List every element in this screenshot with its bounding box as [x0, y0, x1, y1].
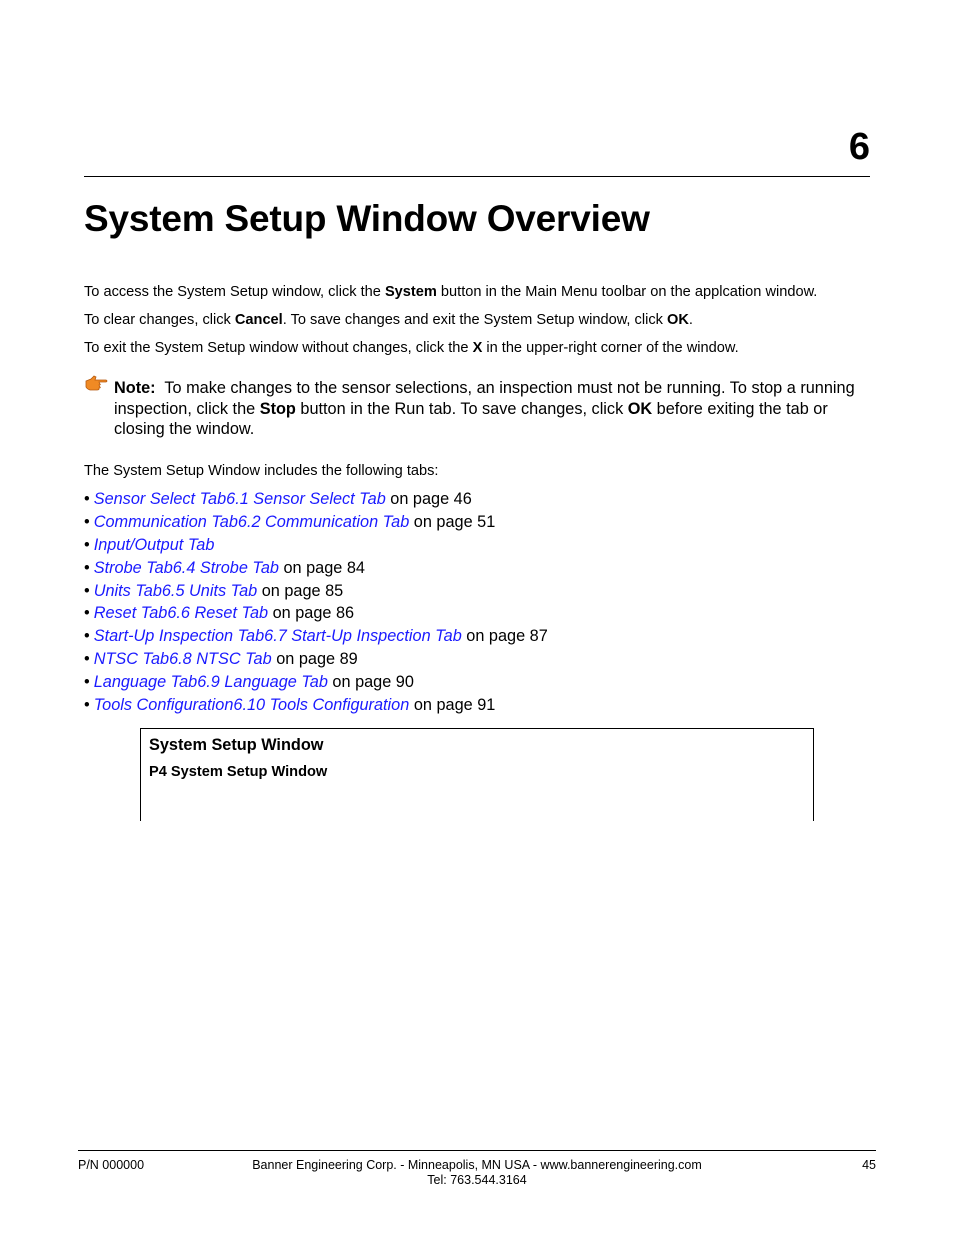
- page-ref: on page 46: [385, 490, 472, 508]
- xref-link[interactable]: Input/Output Tab: [93, 535, 215, 554]
- list-item: [84, 557, 548, 580]
- figure-box: [140, 728, 814, 821]
- note-text: before exiting the tab or closing the window.: [114, 399, 828, 439]
- page-ref: on page 86: [268, 604, 355, 623]
- bullet: •: [84, 604, 90, 623]
- list-item: [84, 534, 548, 557]
- bullet: •: [84, 581, 90, 600]
- intro-text: To access the System Setup window, click the: [84, 284, 385, 300]
- list-item: [84, 648, 548, 671]
- xref-link[interactable]: Units Tab6.5 Units Tab: [93, 581, 258, 600]
- chapter-number: 6: [848, 126, 870, 168]
- page-ref: on page 91: [409, 696, 496, 715]
- list-item: [84, 694, 548, 717]
- xref-link[interactable]: Language Tab6.9 Language Tab: [93, 673, 328, 692]
- bullet: •: [84, 696, 90, 715]
- page-ref: on page 85: [257, 581, 344, 600]
- footer-rule: [78, 1150, 876, 1151]
- xref-link[interactable]: Communication Tab6.2 Communication Tab: [93, 512, 410, 531]
- note-label: Note:: [114, 379, 156, 397]
- bullet: •: [84, 673, 90, 692]
- ok-keyword: OK: [627, 399, 653, 418]
- list-item: [84, 671, 548, 694]
- page-title: System Setup Window Overview: [84, 198, 650, 239]
- list-item: [84, 602, 548, 625]
- page-ref: on page 89: [271, 650, 358, 669]
- system-keyword: System: [384, 284, 437, 300]
- x-keyword: X: [472, 340, 483, 356]
- tabs-intro: The System Setup Window includes the following tabs:: [84, 463, 439, 479]
- bullet: •: [84, 627, 90, 646]
- footer-company: [0, 1158, 954, 1188]
- intro-paragraph-clear: [84, 311, 693, 329]
- footer-phone: Tel: 763.544.3164: [427, 1173, 527, 1187]
- footer-address: Banner Engineering Corp. - Minneapolis, MN USA - www.bannerengineering.com: [252, 1158, 702, 1172]
- intro-text: To clear changes, click: [84, 312, 235, 328]
- list-item: [84, 625, 548, 648]
- page-number: 45: [862, 1158, 876, 1172]
- intro-text: To exit the System Setup window without changes, click the: [84, 340, 473, 356]
- bullet: •: [84, 558, 90, 577]
- intro-paragraph-access: [84, 283, 817, 301]
- bullet: •: [84, 535, 90, 554]
- figure-subcaption: P4 System Setup Window: [149, 764, 328, 780]
- note-text: button in the Run tab. To save changes, click: [295, 399, 628, 418]
- list-item: [84, 580, 548, 603]
- xref-link[interactable]: Start-Up Inspection Tab6.7 Start-Up Inspection Tab: [93, 627, 462, 646]
- bullet: •: [84, 512, 90, 531]
- intro-text: . To save changes and exit the System Setup window, click: [282, 312, 667, 328]
- xref-link[interactable]: Tools Configuration6.10 Tools Configuration: [93, 696, 410, 715]
- page-ref: on page 84: [278, 558, 365, 577]
- page-ref: on page 51: [409, 512, 496, 531]
- intro-paragraph-exit: [84, 339, 739, 357]
- xref-link[interactable]: Strobe Tab6.4 Strobe Tab: [93, 558, 279, 577]
- xref-link[interactable]: Sensor Select Tab6.1 Sensor Select Tab: [93, 490, 386, 508]
- xref-link[interactable]: NTSC Tab6.8 NTSC Tab: [93, 650, 272, 669]
- figure-caption: System Setup Window: [149, 736, 324, 754]
- page-ref: on page 90: [327, 673, 414, 692]
- bullet: •: [84, 490, 90, 508]
- note-text: To make changes to the sensor selections, an inspection must not be running. To stop a running inspection, click the: [114, 379, 860, 418]
- cancel-keyword: Cancel: [234, 312, 283, 328]
- intro-text: in the upper-right corner of the window.: [482, 340, 739, 356]
- note-paragraph: [114, 378, 874, 440]
- xref-link[interactable]: Reset Tab6.6 Reset Tab: [93, 604, 269, 623]
- intro-text: button in the Main Menu toolbar on the applcation window.: [436, 284, 818, 300]
- page-ref: on page 87: [461, 627, 548, 646]
- bullet: •: [84, 650, 90, 669]
- tabs-list: [84, 488, 548, 717]
- ok-keyword: OK: [666, 312, 689, 328]
- intro-text: .: [688, 312, 693, 328]
- list-item: [84, 511, 548, 534]
- chapter-rule: [84, 176, 870, 177]
- pointing-hand-icon: [84, 374, 108, 392]
- list-item: [84, 488, 548, 511]
- stop-keyword: Stop: [259, 399, 296, 418]
- part-number: P/N 000000: [78, 1158, 145, 1172]
